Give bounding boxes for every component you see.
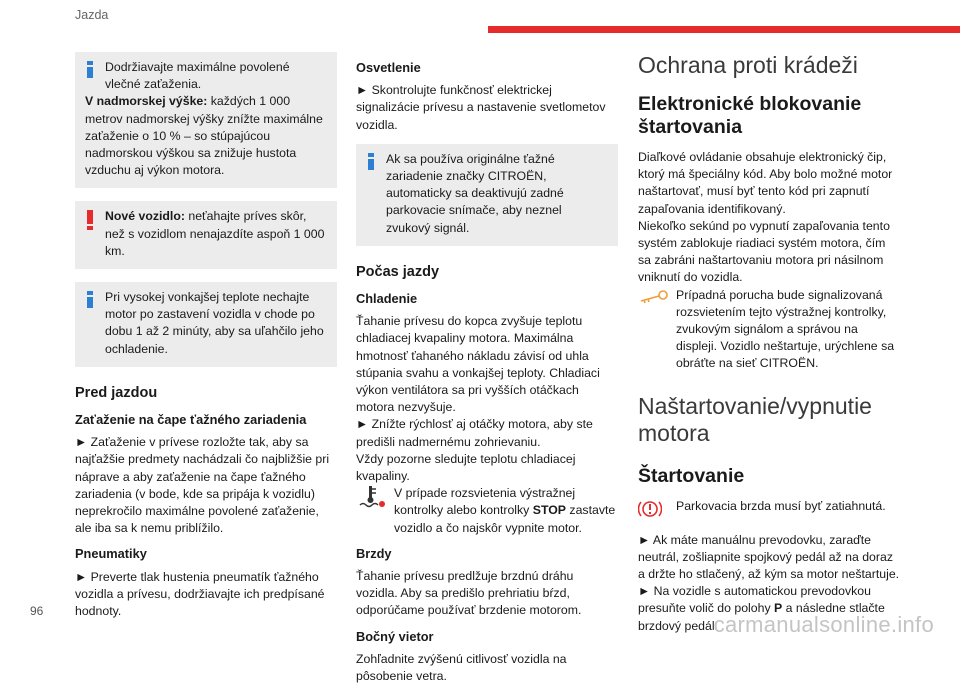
info-icon — [87, 291, 93, 313]
title-start-stop: Naštartovanie/vypnutie motora — [638, 392, 872, 446]
note-text-altitude: V nadmorskej výške: každých 1 000 metrov nadmorskej výšky znížte maximálne zaťaženie o 10 % – so stúpajúcou nadmorskou výškou sa znižuje hustota vzduchu aj výkon motora. — [85, 94, 323, 178]
immobiliser-key-warning-icon — [638, 289, 670, 310]
column-2 — [356, 52, 618, 691]
paragraph-lighting: ► Skontrolujte funkčnosť elektrickej signalizácie prívesu a nastavenie svetlometov vozidla. — [356, 83, 606, 132]
paragraph-manual-gearbox: ► Ak máte manuálnu prevodovku, zaraďte neutrál, zošliapnite spojkový pedál až na doraz a držte ho stlačený, až kým sa motor neštartuje. — [638, 532, 900, 582]
info-note-high-temperature — [75, 282, 337, 367]
section-color-bar — [488, 26, 960, 33]
watermark: carmanualsonline.info — [713, 612, 934, 637]
heading-towbar-load: Zaťaženie na čape ťažného zariadenia — [75, 412, 307, 428]
column-1 — [75, 52, 337, 626]
info-note-towing-load — [75, 52, 337, 188]
heading-before-driving: Pred jazdou — [75, 384, 158, 401]
warning-note-new-vehicle — [75, 201, 337, 269]
coolant-temperature-warning-icon — [356, 485, 386, 514]
info-note-towbar — [356, 144, 618, 246]
note-text: Nové vozidlo: neťahajte príves skôr, než s vozidlom nenajazdíte aspoň 1 000 km. — [105, 209, 325, 258]
heading-tyres: Pneumatiky — [75, 546, 147, 562]
paragraph-tyres: ► Preverte tlak hustenia pneumatík ťažného vozidla a prívesu, dodržiavajte ich predpísané hodnoty. — [75, 569, 325, 619]
paragraph-crosswind: Zohľadnite zvýšenú citlivosť vozidla na pôsobenie vetra. — [356, 651, 567, 684]
note-text: Ak sa používa originálne ťažné zariadenie značky CITROËN, automaticky sa deaktivujú zadné parkovacie snímače, aby neznel zvukový signál. — [386, 151, 564, 235]
note-text: Dodržiavajte maximálne povolené vlečné zaťaženia. — [105, 60, 290, 92]
info-icon — [87, 61, 93, 83]
heading-lighting: Osvetlenie — [356, 60, 421, 75]
paragraph-cooling-action: ► Znížte rýchlosť aj otáčky motora, aby ste predišli nadmernému zohrievaniu. — [356, 417, 593, 449]
heading-while-driving: Počas jazdy — [356, 263, 440, 280]
info-icon — [368, 153, 374, 175]
section-header: Jazda — [75, 8, 109, 22]
page-number: 96 — [30, 604, 44, 618]
column-3 — [638, 52, 900, 641]
paragraph-remote-chip: Diaľkové ovládanie obsahuje elektronický čip, ktorý má špeciálny kód. Aby bolo možné motor naštartovať, musí byť tento kód pri zapnutí zapaľovania identifikovaný. — [638, 150, 893, 216]
heading-starting: Štartovanie — [638, 464, 745, 487]
paragraph-towbar-load: ► Zaťaženie v prívese rozložte tak, aby sa najťažšie predmety nachádzali čo najbližšie pri náprave a aby zaťaženie na čape ťažného zariadenia (v bode, kde sa pripája k vozidlu) neprekročilo maximálne povolené zaťaženie, ale iba sa k nemu priblížilo. — [75, 435, 330, 536]
warning-exclamation-icon — [87, 210, 93, 235]
note-text: Pri vysokej vonkajšej teplote nechajte motor po zastavení vozidla v chode po dobu 1 až 2 minúty, aby sa uľahčilo jeho ochladenie. — [105, 290, 324, 356]
paragraph-immobiliser-fault: Prípadná porucha bude signalizovaná rozsvietením tejto výstražnej kontrolky, zvukovým signálom a správou na displeji. Vozidlo neštartuje, urýchlene sa obráťte na sieť CITROËN. — [638, 287, 900, 373]
paragraph-parking-brake: Parkovacia brzda musí byť zatiahnutá. — [638, 498, 900, 518]
heading-cooling: Chladenie — [356, 291, 418, 307]
heading-immobiliser: Elektronické blokovanie štartovania — [638, 93, 862, 138]
parking-brake-warning-icon — [638, 498, 662, 525]
paragraph-cooling-watch: Vždy pozorne sledujte teplotu chladiacej kvapaliny. — [356, 451, 576, 484]
paragraph-brakes: Ťahanie prívesu predlžuje brzdnú dráhu vozidla. Aby sa predišlo prehriatiu bŕzd, odporúčame používať brzdenie motorom. — [356, 569, 582, 618]
heading-brakes: Brzdy — [356, 545, 392, 561]
paragraph-stop-warning: V prípade rozsvietenia výstražnej kontrolky alebo kontrolky STOP zastavte vozidlo a čo najskôr vypnite motor. — [356, 485, 618, 537]
paragraph-immobiliser-lock: Niekoľko sekúnd po vypnutí zapaľovania tento systém zablokuje riadiaci systém motora, čím sa zabráni naštartovaniu motora pri násilnom vniknutí do vozidla. — [638, 218, 890, 285]
paragraph-cooling: Ťahanie prívesu do kopca zvyšuje teplotu chladiacej kvapaliny motora. Maximálna hmotnosť ťahaného nákladu závisí od uhla stúpania svahu a vonkajšej teploty. Chladiaci výkon ventilátora sa pri vyšších otáčkach motora nezvyšuje. — [356, 314, 600, 415]
title-anti-theft: Ochrana proti krádeži — [638, 52, 858, 78]
heading-crosswind: Bočný vietor — [356, 628, 434, 644]
paragraph-automatic-gearbox: ► Na vozidle s automatickou prevodovkou presuňte volič do polohy P a následne stlačte brzdový pedál. — [638, 584, 885, 633]
